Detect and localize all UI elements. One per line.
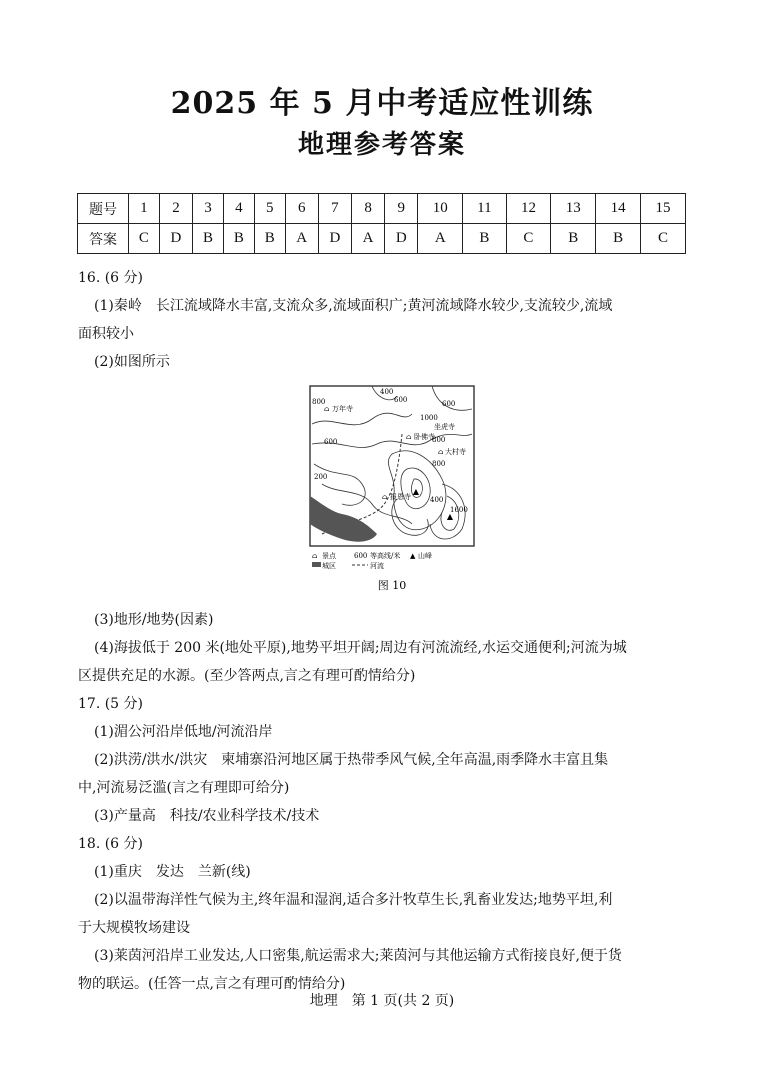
contour-map-svg [302,384,502,606]
q18-part2-cont: 于大规模牧场建设 [78,920,190,936]
contour-label: 600 [324,438,338,446]
question-number-cell: 5 [254,194,285,224]
q16-part2: (2)如图所示 [94,354,170,370]
answer-cell: D [318,224,351,254]
contour-label: 800 [432,460,446,468]
answer-cell: A [285,224,318,254]
contour-label: 800 [432,436,446,444]
answer-cell: A [418,224,463,254]
question-number-cell: 10 [418,194,463,224]
legend-peak: 山峰 [418,552,432,560]
table-header-cell: 答案 [78,224,129,254]
figure-caption: 图 10 [377,579,407,592]
page-title: 2025 年 5 月中考适应性训练 [170,86,594,121]
q17-part2-cont: 中,河流易泛滥(言之有理即可给分) [78,780,290,796]
peak-legend-icon: ▲ [410,552,416,560]
answer-cell: B [223,224,254,254]
q16-part4-cont: 区提供充足的水源。(至少答两点,言之有理可酌情给分) [78,668,416,684]
legend-city: 城区 [322,562,336,570]
legend-river: 河流 [370,562,384,570]
contour-label: 400 [380,388,394,396]
contour-label: 200 [314,473,328,481]
question-number-cell: 6 [285,194,318,224]
question-number-cell: 9 [385,194,418,224]
answer-table [77,193,686,254]
scenic-spot-icon: ⌂ [382,493,388,501]
answer-cell: B [463,224,506,254]
table-row [78,224,686,254]
contour-label: 1600 [450,506,468,514]
q16-part3: (3)地形/地势(因素) [94,612,214,628]
question-17-heading: 17. (5 分) [78,696,143,712]
question-number-cell: 13 [551,194,596,224]
question-number-cell: 11 [463,194,506,224]
scenic-spot-icon: ⌂ [324,405,330,413]
answer-cell: B [551,224,596,254]
answer-cell: B [193,224,224,254]
peak-icon: ▲ [446,512,454,521]
contour-label: 400 [430,496,444,504]
legend-contour: 等高线/米 [370,552,401,560]
question-number-cell: 3 [193,194,224,224]
question-number-cell: 1 [129,194,160,224]
answer-cell: B [254,224,285,254]
q16-part1-cont: 面积较小 [78,326,134,342]
scenic-spot-icon: ⌂ [406,433,412,441]
table-row [78,194,686,224]
question-number-cell: 7 [318,194,351,224]
answer-cell: A [352,224,385,254]
answer-cell: C [506,224,551,254]
question-number-cell: 12 [506,194,551,224]
q18-part3-cont: 物的联运。(任答一点,言之有理可酌情给分) [78,976,346,992]
legend-contour-value: 600 [354,552,368,560]
contour-label: 600 [442,400,456,408]
q18-part3: (3)莱茵河沿岸工业发达,人口密集,航运需求大;莱茵河与其他运输方式衔接良好,便于货 [94,948,622,964]
contour-label: 1000 [420,414,438,422]
page-subtitle: 地理参考答案 [297,130,466,160]
question-number-cell: 2 [159,194,192,224]
scenic-spot-icon: ⌂ [438,448,444,456]
q18-part1: (1)重庆 发达 兰新(线) [94,864,251,880]
answer-cell: B [596,224,641,254]
contour-label: 600 [394,396,408,404]
city-legend-icon [312,562,321,567]
answer-content [78,264,698,998]
q17-part1: (1)湄公河沿岸低地/河流沿岸 [94,724,273,740]
q17-part3: (3)产量高 科技/农业科学技术/技术 [94,808,320,824]
contour-label: 800 [312,398,326,406]
scenic-legend-icon: ⌂ [312,552,318,560]
question-number-cell: 4 [223,194,254,224]
question-number-cell: 15 [641,194,686,224]
table-header-cell: 题号 [78,194,129,224]
answer-cell: D [385,224,418,254]
scenic-spot-label: 坐虎寺 [434,423,455,431]
q18-part2: (2)以温带海洋性气候为主,终年温和湿润,适合多汁牧草生长,乳畜业发达;地势平坦,利 [94,892,613,908]
peak-icon: ▲ [412,487,420,496]
page-footer: 地理 第 1 页(共 2 页) [309,993,455,1009]
contour-map [302,384,502,606]
answer-cell: D [159,224,192,254]
q17-part2: (2)洪涝/洪水/洪灾 柬埔寨沿河地区属于热带季风气候,全年高温,雨季降水丰富且集 [94,752,609,768]
question-16-heading: 16. (6 分) [78,270,143,286]
scenic-spot-label: 万年寺 [332,405,353,413]
q16-part4: (4)海拔低于 200 米(地处平原),地势平坦开阔;周边有河流流经,水运交通便利;河流为城 [94,640,627,656]
answer-cell: C [129,224,160,254]
scenic-spot-label: 卧佛寺 [414,433,435,441]
scenic-spot-label: 大村寺 [445,448,466,456]
question-number-cell: 14 [596,194,641,224]
answer-cell: C [641,224,686,254]
q16-part1: (1)秦岭 长江流域降水丰富,支流众多,流域面积广;黄河流域降水较少,支流较少,流域 [94,298,613,314]
scenic-spot-label: 报恩寺 [390,493,411,501]
question-number-cell: 8 [352,194,385,224]
question-18-heading: 18. (6 分) [78,836,143,852]
legend-scenic: 景点 [322,552,336,560]
